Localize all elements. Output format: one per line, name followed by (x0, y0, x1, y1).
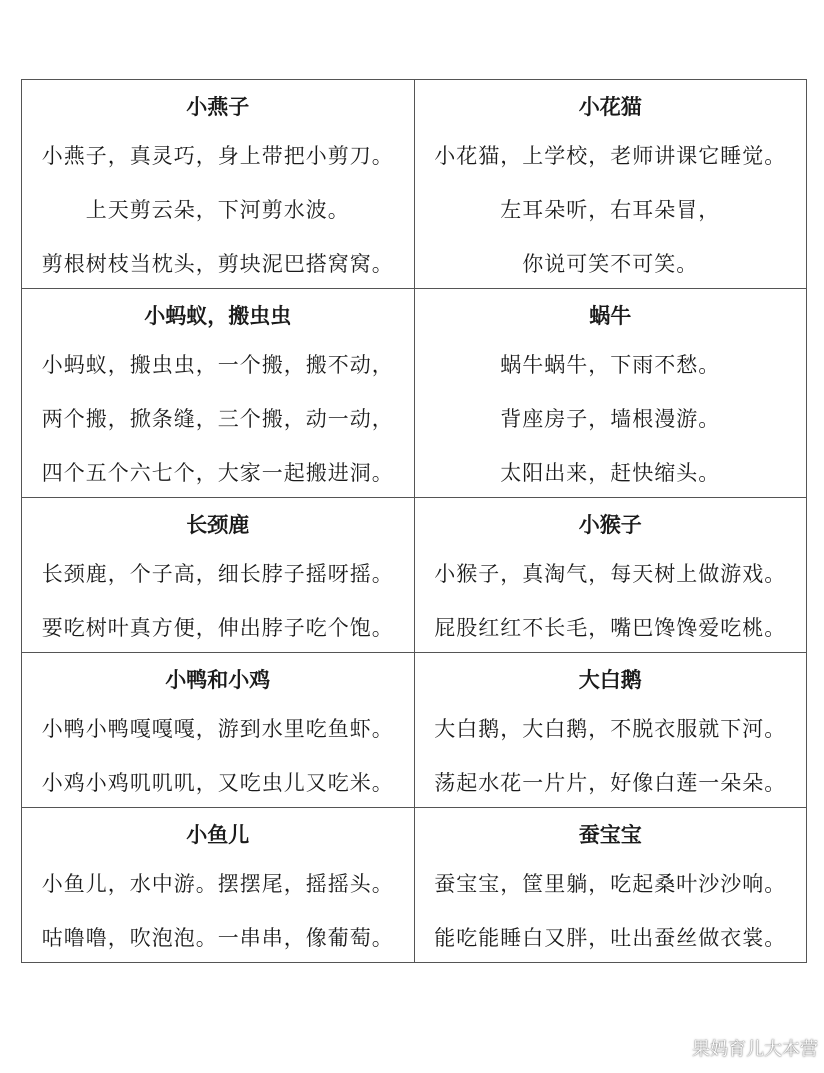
poem-line: 剪根树枝当枕头，剪块泥巴搭窝窝。 (41, 252, 394, 276)
poem-line: 蜗牛蜗牛，下雨不愁。 (500, 353, 721, 377)
poem-line: 左耳朵听，右耳朵冒， (500, 198, 721, 222)
poem-line: 小鸡小鸡叽叽叽，又吃虫儿又吃米。 (41, 771, 394, 795)
poem-title: 小鱼儿 (186, 823, 250, 847)
poem-line: 小花猫，上学校，老师讲课它睡觉。 (434, 144, 787, 168)
poem-line: 长颈鹿，个子高，细长脖子摇呀摇。 (41, 562, 394, 586)
poem-line: 小猴子，真淘气，每天树上做游戏。 (434, 562, 787, 586)
poem-title: 小鸭和小鸡 (165, 668, 271, 692)
poem-line: 你说可笑不可笑。 (522, 252, 699, 276)
poem-line: 四个五个六七个，大家一起搬进洞。 (41, 461, 394, 485)
poem-cell-xiaohouzi (414, 498, 807, 653)
table-row (22, 808, 807, 963)
poem-line: 上天剪云朵，下河剪水波。 (85, 198, 350, 222)
poem-cell-canbaobao (414, 808, 807, 963)
poem-line: 两个搬，掀条缝，三个搬，动一动， (41, 407, 394, 431)
nursery-rhyme-table (21, 79, 807, 963)
poem-cell-xiaohuamao (414, 80, 807, 289)
poem-cell-xiaoyuer (22, 808, 415, 963)
table-row (22, 80, 807, 289)
poem-line: 太阳出来，赶快缩头。 (500, 461, 721, 485)
poem-cell-xiaomayi (22, 289, 415, 498)
poem-cell-dabaie (414, 653, 807, 808)
poem-title: 蜗牛 (589, 304, 632, 328)
poem-line: 小燕子，真灵巧，身上带把小剪刀。 (41, 144, 394, 168)
poem-line: 要吃树叶真方便，伸出脖子吃个饱。 (41, 616, 394, 640)
poem-cell-xiaoyanzi (22, 80, 415, 289)
poem-title: 蚕宝宝 (578, 823, 642, 847)
poem-line: 屁股红红不长毛，嘴巴馋馋爱吃桃。 (434, 616, 787, 640)
poem-line: 咕噜噜，吹泡泡。一串串，像葡萄。 (41, 926, 394, 950)
poem-line: 蚕宝宝，筐里躺，吃起桑叶沙沙响。 (434, 872, 787, 896)
table-row (22, 653, 807, 808)
table-row (22, 289, 807, 498)
poem-title: 小猴子 (578, 513, 642, 537)
poem-title: 长颈鹿 (186, 513, 250, 537)
watermark: 果妈育儿大本营 (692, 1039, 818, 1060)
poem-line: 小鱼儿，水中游。摆摆尾，摇摇头。 (41, 872, 394, 896)
poem-line: 背座房子，墙根漫游。 (500, 407, 721, 431)
poem-line: 能吃能睡白又胖，吐出蚕丝做衣裳。 (434, 926, 787, 950)
poem-line: 大白鹅，大白鹅，不脱衣服就下河。 (434, 717, 787, 741)
poem-cell-changjinglu (22, 498, 415, 653)
poem-title: 小花猫 (578, 95, 642, 119)
poem-line: 小蚂蚁，搬虫虫，一个搬，搬不动， (41, 353, 394, 377)
poem-title: 小蚂蚁，搬虫虫 (144, 304, 292, 328)
poem-cell-woniu (414, 289, 807, 498)
poem-line: 小鸭小鸭嘎嘎嘎，游到水里吃鱼虾。 (41, 717, 394, 741)
table-row (22, 498, 807, 653)
poem-title: 小燕子 (186, 95, 250, 119)
poem-cell-xiaya (22, 653, 415, 808)
poem-title: 大白鹅 (578, 668, 642, 692)
poem-line: 荡起水花一片片，好像白莲一朵朵。 (434, 771, 787, 795)
